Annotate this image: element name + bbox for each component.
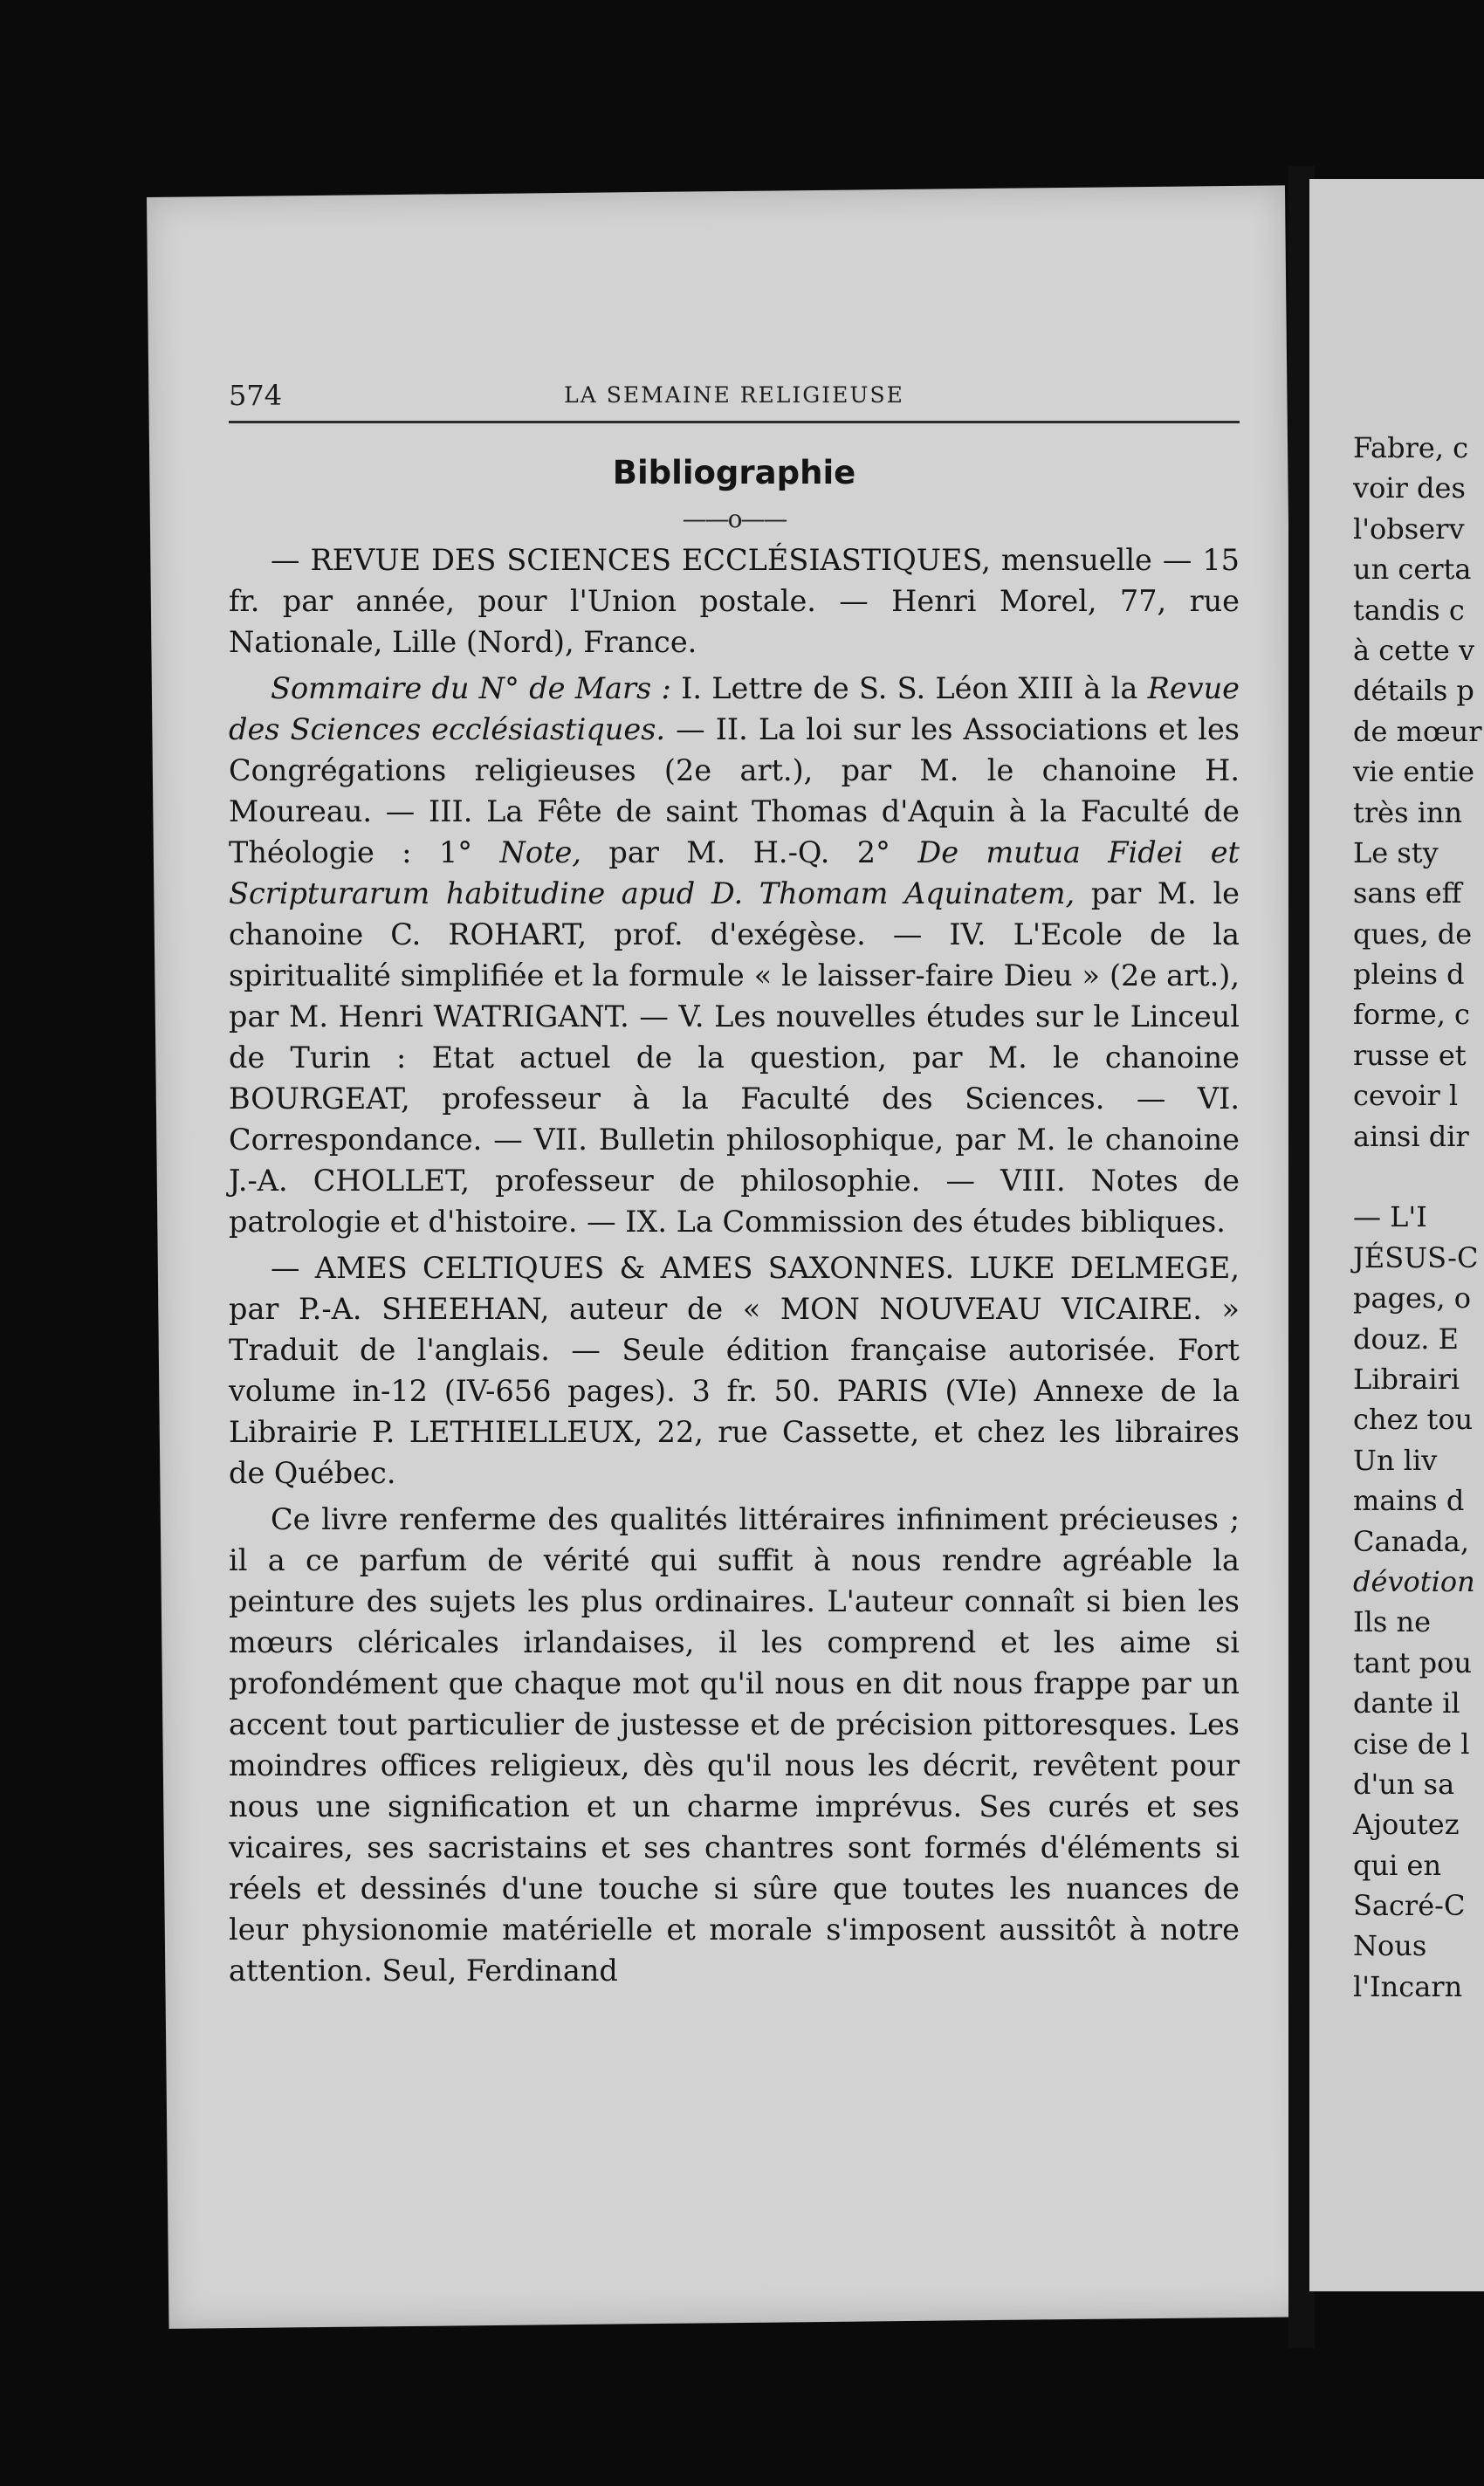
right-page-line: de mœur	[1353, 714, 1482, 748]
right-page-line: Nous	[1353, 1929, 1427, 1963]
article-body	[229, 539, 1240, 1996]
sommaire-text-b: — II. La loi sur les Associations et les Congrégations religieuses (2e art.), par M. le chanoine H. Moureau. — III. La Fête de saint Thomas d'Aquin à la Faculté de Théologie : 1°	[229, 712, 1240, 869]
right-page-line: un certa	[1353, 553, 1472, 587]
right-page-line: pages, o	[1353, 1281, 1472, 1315]
right-page-line: vie entie	[1353, 755, 1474, 789]
right-page-line: — L'I	[1353, 1200, 1427, 1234]
right-page-line: qui en	[1353, 1848, 1442, 1882]
right-page-line: tandis c	[1353, 593, 1465, 627]
right-page-line: dante il	[1353, 1686, 1460, 1720]
right-page-line: d'un sa	[1353, 1767, 1455, 1801]
right-page-line: pleins d	[1353, 958, 1465, 992]
right-page-line	[1353, 1157, 1475, 1197]
right-page-line: très inn	[1353, 795, 1463, 829]
journal-title: Revue des Sciences ecclésiastiques.	[229, 671, 1240, 746]
right-page-line: forme, c	[1353, 998, 1470, 1032]
paragraph-book-notice: — AMES CELTIQUES & AMES SAXONNES. LUKE DELMEGE, par P.-A. SHEEHAN, auteur de « MON NOUVEAU VICAIRE. » Traduit de l'anglais. — Seule édition française autorisée. Fort volume in-12 (IV-656 pages). 3 fr. 50. PARIS (VIe) Annexe de la Librairie P. LETHIELLEUX, 22, rue Cassette, et chez les libraires de Québec.	[229, 1251, 1240, 1490]
sommaire-text-d: par M. le chanoine C. ROHART, prof. d'exégèse. — IV. L'Ecole de la spiritualité simplifiée et la formule « le laisser-faire Dieu » (2e art.), par M. Henri WATRIGANT. — V. Les nouvelles études sur le Linceul de Turin : Etat actuel de la question, par M. le chanoine BOURGEAT, professeur à la Faculté des Sciences. — VI. Correspondance. — VII. Bulletin philosophique, par M. le chanoine J.-A. CHOLLET, professeur de philosophie. — VIII. Notes de patrologie et d'histoire. — IX. La Commission des études bibliques.	[229, 876, 1240, 1239]
sommaire-text-c: par M. H.-Q. 2°	[581, 835, 918, 869]
right-page-line: Canada,	[1353, 1524, 1469, 1558]
right-page-line: l'Incarn	[1353, 1969, 1463, 2003]
right-page-line: douz. E	[1353, 1322, 1459, 1356]
paragraph-revue-notice: — REVUE DES SCIENCES ECCLÉSIASTIQUES, mensuelle — 15 fr. par année, pour l'Union postale. — Henri Morel, 77, rue Nationale, Lille (Nord), France.	[229, 543, 1240, 659]
right-page-line: détails p	[1353, 674, 1474, 708]
right-page-line: Ils ne	[1353, 1605, 1432, 1639]
right-page-line: Ajoutez	[1353, 1808, 1460, 1842]
right-page-text	[1353, 428, 1482, 2007]
title-ornament: ——o——	[682, 505, 787, 533]
right-page-line: ques, de	[1353, 917, 1473, 951]
right-page-line: voir des	[1353, 471, 1466, 505]
paragraph-sommaire	[229, 668, 1240, 1242]
right-page-line: cise de l	[1353, 1727, 1470, 1761]
right-page-line: à cette v	[1353, 633, 1475, 667]
page-header	[229, 379, 1240, 423]
right-page-line: Sacré-C	[1353, 1889, 1466, 1923]
right-page-line: cevoir l	[1353, 1079, 1459, 1113]
sommaire-text-a: I. Lettre de S. S. Léon XIII à la	[670, 671, 1148, 705]
section-title: Bibliographie	[612, 454, 856, 491]
right-page-line: JÉSUS-C	[1353, 1240, 1479, 1274]
right-page-line: chez tou	[1353, 1403, 1474, 1437]
paragraph-review: Ce livre renferme des qualités littéraires infiniment précieuses ; il a ce parfum de vérité qui suffit à nous rendre agréable la peinture des sujets les plus ordinaires. L'auteur connaît si bien les mœurs cléricales irlandaises, il les comprend et les aime si profondément que chaque mot qu'il nous en dit nous frappe par un accent tout particulier de justesse et de précision pittoresques. Les moindres offices religieux, dès qu'il nous les décrit, revêtent pour nous une signification et un charme imprévus. Ses curés et ses vicaires, ses sacristains et ses chantres sont formés d'éléments si réels et dessinés d'une touche si sûre que toutes les nuances de leur physionomie matérielle et morale s'imposent aussitôt à notre attention. Seul, Ferdinand	[229, 1502, 1240, 1988]
right-page-line: tant pou	[1353, 1645, 1472, 1679]
right-page-line: Librairi	[1353, 1362, 1460, 1396]
right-page-line: Fabre, c	[1353, 431, 1469, 464]
note-word: Note,	[499, 835, 581, 869]
running-head: LA SEMAINE RELIGIEUSE	[564, 382, 904, 408]
right-page-line: Le sty	[1353, 835, 1439, 869]
right-page-line: russe et	[1353, 1038, 1467, 1072]
right-page-line: dévotion	[1353, 1564, 1475, 1598]
page-number: 574	[229, 379, 283, 412]
right-page-line: ainsi dir	[1353, 1119, 1469, 1153]
latin-title: De mutua Fidei et Scripturarum habitudine apud D. Thomam Aquinatem,	[229, 835, 1240, 910]
sommaire-label: Sommaire du N° de Mars :	[271, 671, 671, 705]
right-page-line: sans eff	[1353, 876, 1462, 910]
right-page-line: l'observ	[1353, 512, 1465, 546]
right-page-line: mains d	[1353, 1484, 1465, 1518]
right-page-line: Un liv	[1353, 1443, 1438, 1477]
